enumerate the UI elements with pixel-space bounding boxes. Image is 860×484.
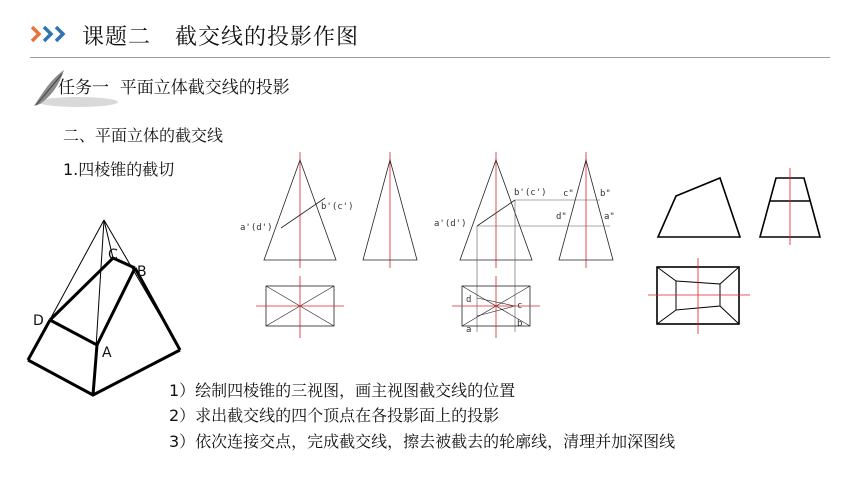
subsection-title: 1.四棱锥的截切 bbox=[63, 160, 175, 179]
label-c: c bbox=[517, 301, 523, 311]
step-2: 2）求出截交线的四个顶点在各投影面上的投影 bbox=[169, 406, 500, 425]
label-b2: b" bbox=[600, 189, 611, 199]
label-ad: a'(d') bbox=[240, 223, 273, 233]
label-d: d bbox=[466, 295, 472, 305]
step-3: 3）依次连接交点，完成截交线，擦去被截去的轮廓线，清理并加深图线 bbox=[169, 432, 676, 451]
step-1: 1）绘制四棱锥的三视图，画主视图截交线的位置 bbox=[169, 381, 516, 400]
pictorial-pyramid bbox=[28, 220, 180, 395]
triple-chevron-icon bbox=[30, 22, 76, 46]
label-bc: b'(c') bbox=[321, 202, 354, 212]
page-title: 课题二 截交线的投影作图 bbox=[82, 25, 359, 50]
view-set-2 bbox=[434, 152, 615, 338]
section-title: 二、平面立体的截交线 bbox=[63, 126, 224, 145]
task-title: 任务一 平面立体截交线的投影 bbox=[58, 78, 290, 98]
view-set-3 bbox=[648, 168, 820, 334]
view-set-1 bbox=[240, 152, 417, 338]
label-c2: c" bbox=[563, 189, 574, 199]
label-A: A bbox=[102, 345, 112, 361]
cut-section bbox=[50, 258, 135, 320]
label-a: a bbox=[466, 325, 472, 335]
label-d2: d" bbox=[556, 212, 567, 222]
label-C: C bbox=[108, 247, 118, 263]
header-divider bbox=[30, 57, 830, 58]
label-D: D bbox=[33, 313, 44, 329]
cut-line bbox=[281, 198, 325, 228]
label-B: B bbox=[137, 264, 147, 280]
label-bc2: b'(c') bbox=[514, 188, 547, 198]
label-a2: a" bbox=[604, 212, 615, 222]
label-ad2: a'(d') bbox=[434, 219, 467, 229]
section-drawings bbox=[0, 150, 860, 400]
final-front-view bbox=[658, 178, 740, 237]
label-b: b bbox=[517, 319, 523, 329]
